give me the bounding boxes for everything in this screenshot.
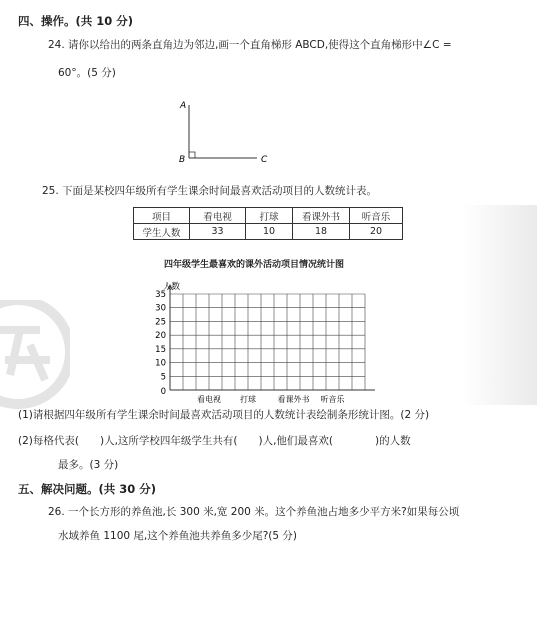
watermark-seal <box>0 300 70 410</box>
table-cell: 学生人数 <box>134 224 190 240</box>
chart-y-axis-label: 人数 <box>163 282 181 292</box>
table-cell: 33 <box>190 224 246 240</box>
question-26-line1: 26. 一个长方形的养鱼池,长 300 米,宽 200 米。这个养鱼池占地多少平方米?如果每公顷 <box>48 506 460 518</box>
y-tick-label: 35 <box>155 290 166 300</box>
point-b-label: B <box>179 155 186 165</box>
table-cell: 项目 <box>134 208 190 224</box>
question-24-line1: 24. 请你以给出的两条直角边为邻边,画一个直角梯形 ABCD,使得这个直角梯形中∠C = <box>48 39 452 51</box>
question-25-sub2-line2: 最多。(3 分) <box>58 459 119 471</box>
question-25-intro: 25. 下面是某校四年级所有学生课余时间最喜欢活动项目的人数统计表。 <box>42 185 378 197</box>
question-25-sub2-line1: (2)每格代表( )人,这所学校四年级学生共有( )人,他们最喜欢( )的人数 <box>18 435 411 447</box>
chart-title: 四年级学生最喜欢的课外活动项目情况统计图 <box>164 260 345 270</box>
table-row <box>134 224 403 240</box>
y-tick-label: 0 <box>160 387 166 397</box>
y-tick-label: 30 <box>155 303 166 314</box>
x-category-label: 看课外书 <box>277 395 310 404</box>
table-cell: 10 <box>246 224 293 240</box>
blank-bar-chart <box>140 278 380 406</box>
x-category-label: 听音乐 <box>320 395 345 404</box>
right-angle-figure <box>175 95 275 167</box>
activity-stats-table <box>133 207 403 240</box>
question-25-sub1: (1)请根据四年级所有学生课余时间最喜欢活动项目的人数统计表绘制条形统计图。(2 分) <box>18 409 430 421</box>
point-a-label: A <box>180 101 187 111</box>
question-26-line2: 水域养鱼 1100 尾,这个养鱼池共养鱼多少尾?(5 分) <box>58 530 298 542</box>
y-tick-label: 15 <box>155 344 166 355</box>
section-4-title: 四、操作。(共 10 分) <box>18 14 134 28</box>
y-tick-label: 5 <box>160 372 166 383</box>
point-c-label: C <box>261 155 268 165</box>
x-category-label: 打球 <box>240 395 256 404</box>
y-tick-label: 25 <box>155 317 166 328</box>
table-cell: 看电视 <box>190 208 246 224</box>
table-cell: 20 <box>350 224 403 240</box>
table-header-row <box>134 208 403 224</box>
y-tick-label: 10 <box>155 358 166 369</box>
watermark-shade <box>462 205 537 405</box>
table-cell: 看课外书 <box>293 208 350 224</box>
x-category-label: 看电视 <box>197 395 221 404</box>
y-tick-label: 20 <box>155 331 166 342</box>
section-5-title: 五、解决问题。(共 30 分) <box>18 482 157 496</box>
table-cell: 打球 <box>246 208 293 224</box>
question-24-line2: 60°。(5 分) <box>58 67 116 79</box>
table-cell: 听音乐 <box>350 208 403 224</box>
right-angle-mark <box>189 152 195 158</box>
table-cell: 18 <box>293 224 350 240</box>
